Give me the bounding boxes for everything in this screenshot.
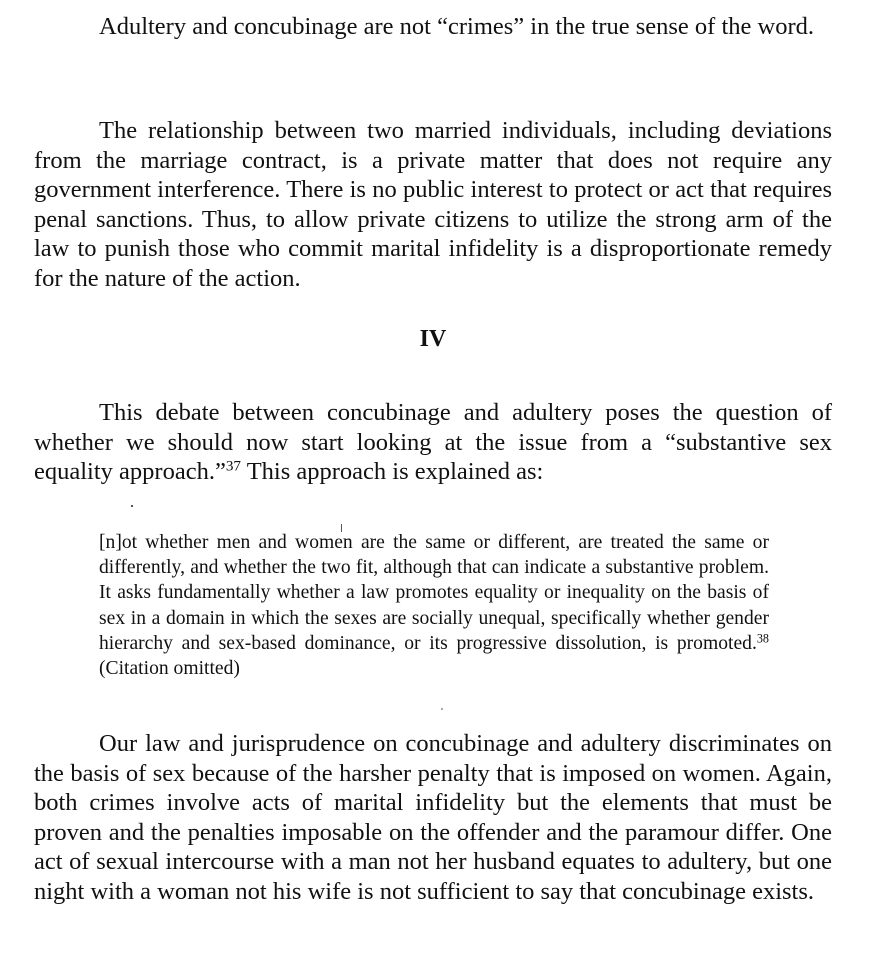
quote-text: [n]ot whether men and women are the same or different, are treated the same or differently, and whether the two fit, although that can indicate a substantive problem. It asks fundamentally whether a law promotes equality or inequality on the basis of sex in a domain in which the sexes are socially unequal, specifically whether gender hierarchy and sex-based dominance, or its progressive dissolution, is promoted. [99,532,769,654]
scan-speck [341,524,342,532]
paragraph-adultery-not-crimes: Adultery and concubinage are not “crimes” in the true sense of the word. [99,13,814,40]
paragraph-text: This debate between concubinage and adultery poses the question of whether we should now start looking at the issue from a “substantive sex equality approach.” [34,399,832,486]
paragraph-private-matter: The relationship between two married individuals, including deviations from the marriage contract, is a private matter that does not require any government interference. There is no public interest to protect or act that requires penal sanctions. Thus, to allow private citizens to utilize the strong arm of the law to punish those who commit marital infidelity is a disproportionate remedy for the nature of the action. [34,117,832,292]
paragraph-discrimination: Our law and jurisprudence on concubinage and adultery discriminates on the basis of sex because of the harsher penalty that is imposed on women. Again, both crimes involve acts of marital infidelity but the elements that must be proven and the penalties imposable on the offender and the paramour differ. One act of sexual intercourse with a man not her husband equates to adultery, but one night with a woman not his wife is not sufficient to say that concubinage exists. [34,730,832,905]
footnote-marker: 38 [756,631,769,646]
scan-speck [131,505,133,507]
footnote-marker: 37 [225,457,242,475]
paragraph-substantive-equality [34,398,832,487]
paragraph-tail: This approach is explained as: [241,458,544,486]
block-quote [99,530,769,681]
quote-tail: (Citation omitted) [99,658,240,680]
section-heading: IV [419,326,447,352]
scan-speck [441,708,443,710]
